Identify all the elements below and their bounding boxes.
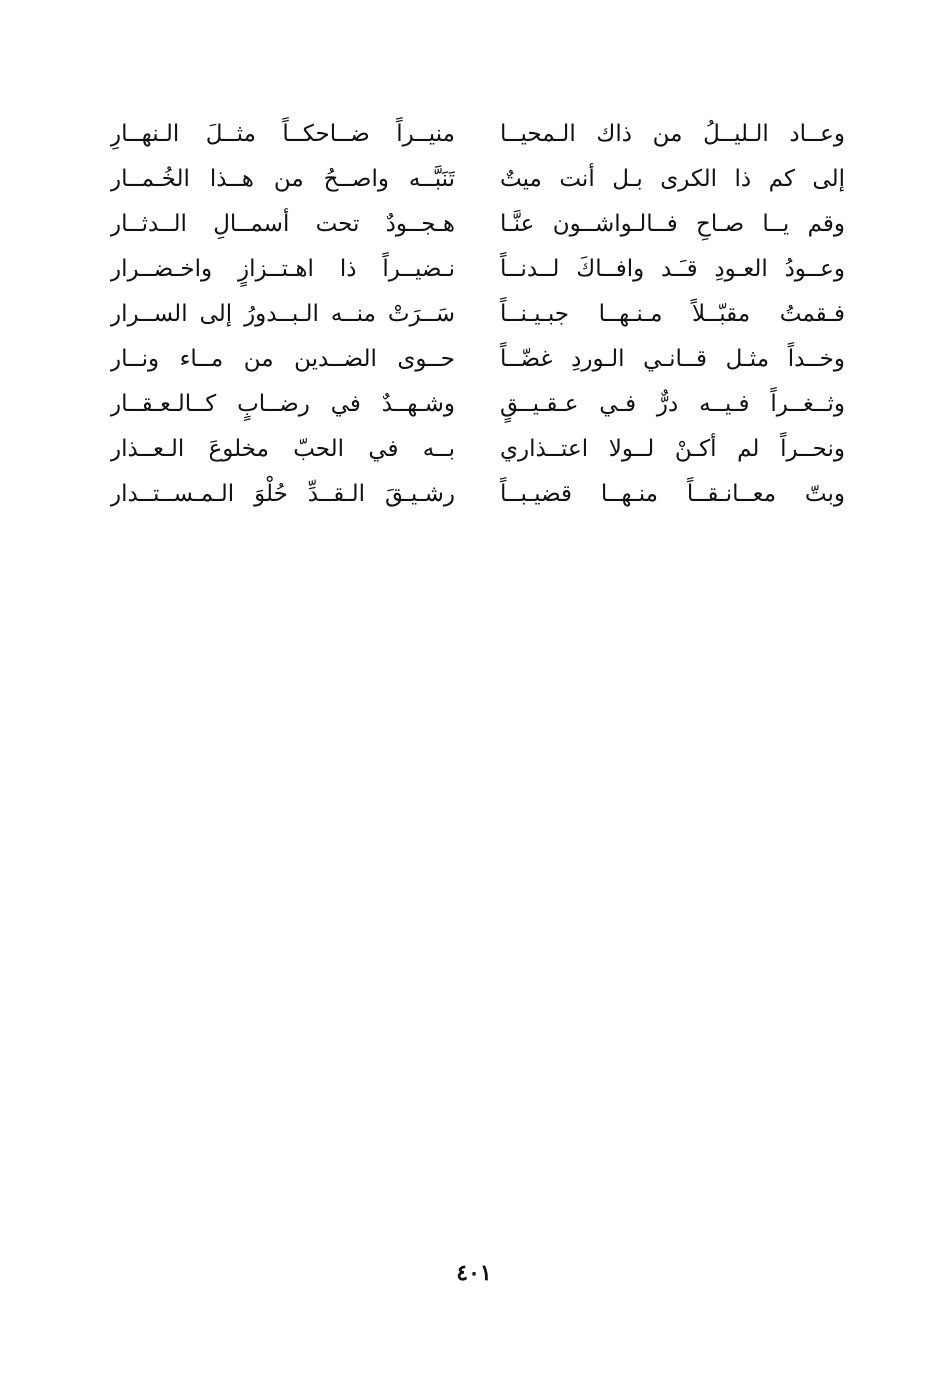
verse: [110, 157, 845, 202]
verse-second-hemistich: تَنَبَّــه واصــحُ من هــذا الخُـمــار: [110, 166, 455, 192]
verse-second-hemistich: حــوى الضــدين من مــاء ونــار: [110, 346, 455, 372]
verse-first-hemistich: وبتّ معــانـقــاً منـهــا قضيـبــاً: [500, 481, 845, 507]
verse-second-hemistich: نـضيــراً ذا اهـتــزازٍ واخـضــرار: [110, 256, 455, 282]
verse: [110, 472, 845, 517]
verse: [110, 427, 845, 472]
verse-second-hemistich: منيــراً ضــاحكــاً مثــلَ الـنهــارِ: [110, 121, 455, 147]
verse-first-hemistich: إلى كم ذا الكرى بـل أنت ميتٌ: [500, 166, 845, 192]
verse: [110, 382, 845, 427]
verse-first-hemistich: وعــاد الـليــلُ من ذاك الـمحيــا: [500, 121, 845, 147]
verse: [110, 337, 845, 382]
verse-first-hemistich: وعــودُ العـودِ قـَـد وافــاكَ لــدنــاً: [500, 256, 845, 282]
verse: [110, 292, 845, 337]
verse: [110, 112, 845, 157]
verse-second-hemistich: رشـيـقَ الـقــدِّ حُلْوَ الـمـســتــدار: [110, 481, 455, 507]
verse-second-hemistich: سَــرَتْ منــه الـبــدورُ إلى الســرار: [110, 301, 455, 327]
page-number: ٤٠١: [456, 1260, 492, 1286]
verse-first-hemistich: فـقمتُ مقبّــلاً مـنـهــا جبـيـنــاً: [500, 301, 845, 327]
verse: [110, 247, 845, 292]
verse-second-hemistich: هـجــودٌ تحت أسمــالِ الــدثــار: [110, 211, 455, 237]
verse-second-hemistich: بــه في الحبّ مخلوعَ الـعــذار: [110, 436, 455, 462]
verse-first-hemistich: وقم يــا صـاحِ فــالـواشــون عنَّـا: [500, 211, 845, 237]
poem: [110, 112, 845, 517]
verse-first-hemistich: وخــداً مثـل قــانـي الـوردِ غضّــاً: [500, 346, 845, 372]
verse-first-hemistich: وثــغــراً فـيــه درٌّ فـي عـقـيــقٍ: [500, 391, 845, 417]
verse-second-hemistich: وشـهــدٌ في رضــابٍ كــالـعـقــار: [110, 391, 455, 417]
verse-first-hemistich: ونحــراً لم أكـنْ لــولا اعتــذاري: [500, 436, 845, 462]
verse: [110, 202, 845, 247]
